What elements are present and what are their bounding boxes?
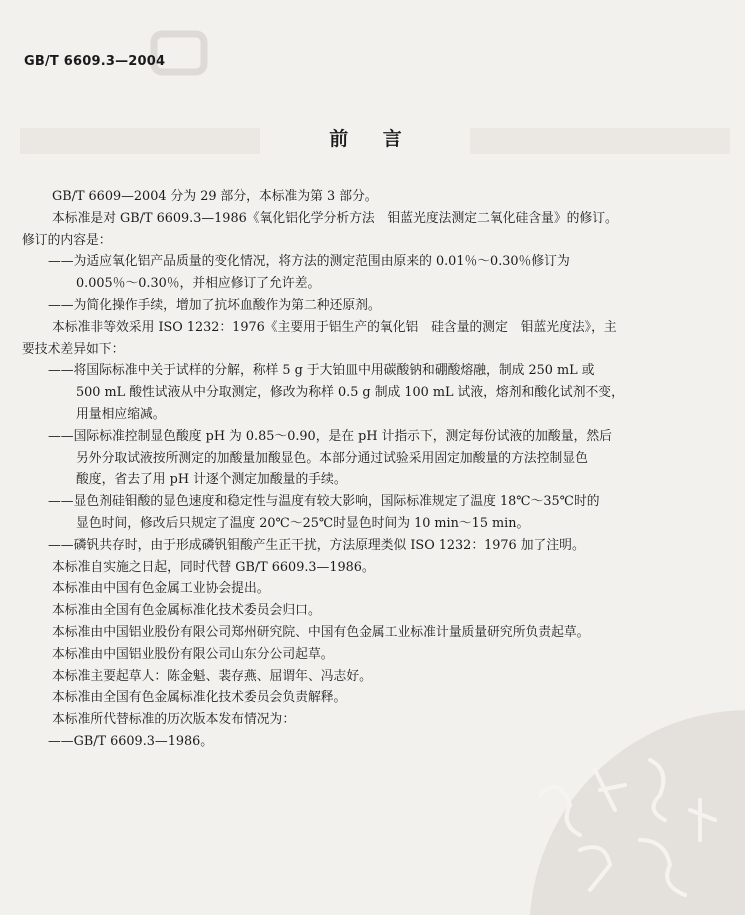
preface-line: 本标准非等效采用 ISO 1232：1976《主要用于铝生产的氧化铝 硅含量的测定 钼蓝光度法》，主 (52, 319, 617, 335)
preface-line: 本标准由中国有色金属工业协会提出。 (52, 581, 270, 597)
preface-line: 本标准主要起草人：陈金魁、裴存燕、屈谓年、冯志好。 (52, 668, 372, 684)
preface-line: 另外分取试液按所测定的加酸量加酸显色。本部分通过试验采用固定加酸量的方法控制显色 (76, 450, 588, 466)
preface-line: ——国际标准控制显色酸度 pH 为 0.85～0.90，是在 pH 计指示下，测定每份试液的加酸量，然后 (48, 428, 612, 444)
preface-line: 500 mL 酸性试液从中分取测定，修改为称样 0.5 g 制成 100 mL 试液，熔剂和酸化试剂不变， (76, 385, 624, 401)
preface-line: GB/T 6609—2004 分为 29 部分，本标准为第 3 部分。 (52, 189, 378, 204)
preface-line: 本标准所代替标准的历次版本发布情况为： (52, 712, 296, 728)
library-seal-watermark (500, 700, 745, 915)
preface-line: 用量相应缩减。 (76, 406, 166, 422)
preface-line: 0.005％～0.30％，并相应修订了允许差。 (76, 276, 321, 292)
preface-line: 本标准是对 GB/T 6609.3—1986《氧化铝化学分析方法 钼蓝光度法测定二氧化硅含量》的修订。 (52, 210, 618, 226)
preface-line: ——磷钒共存时，由于形成磷钒钼酸产生正干扰，方法原理类似 ISO 1232：1976 加了注明。 (48, 537, 585, 553)
preface-line: ——为简化操作手续，增加了抗坏血酸作为第二种还原剂。 (48, 297, 381, 313)
preface-line: 本标准自实施之日起，同时代替 GB/T 6609.3—1986。 (52, 559, 375, 575)
preface-line: 修订的内容是： (22, 232, 112, 248)
preface-line: 要技术差异如下： (22, 341, 125, 357)
preface-line: ——为适应氧化铝产品质量的变化情况，将方法的测定范围由原来的 0.01％～0.30％修订为 (48, 254, 570, 270)
preface-line: 本标准由中国铝业股份有限公司郑州研究院、中国有色金属工业标准计量质量研究所负责起草。 (52, 624, 590, 640)
preface-line: 显色时间，修改后只规定了温度 20℃～25℃时显色时间为 10 min～15 min。 (76, 515, 530, 531)
preface-body (22, 186, 722, 753)
standard-number: GB/T 6609.3—2004 (24, 54, 166, 69)
bleed-through-logo (150, 28, 210, 78)
preface-line: 本标准由中国铝业股份有限公司山东分公司起草。 (52, 646, 334, 662)
preface-line: ——显色剂硅钼酸的显色速度和稳定性与温度有较大影响，国际标准规定了温度 18℃～35℃时的 (48, 494, 600, 510)
preface-line: 本标准由全国有色金属标准化技术委员会负责解释。 (52, 690, 347, 706)
preface-line: 酸度，省去了用 pH 计逐个测定加酸量的手续。 (76, 472, 347, 488)
preface-line: 本标准由全国有色金属标准化技术委员会归口。 (52, 603, 321, 619)
preface-line: ——GB/T 6609.3—1986。 (48, 733, 214, 749)
page-title: 前 言 (329, 128, 416, 150)
preface-line: ——将国际标准中关于试样的分解，称样 5 g 于大铂皿中用碳酸钠和硼酸熔融，制成 250 mL 或 (48, 363, 595, 379)
